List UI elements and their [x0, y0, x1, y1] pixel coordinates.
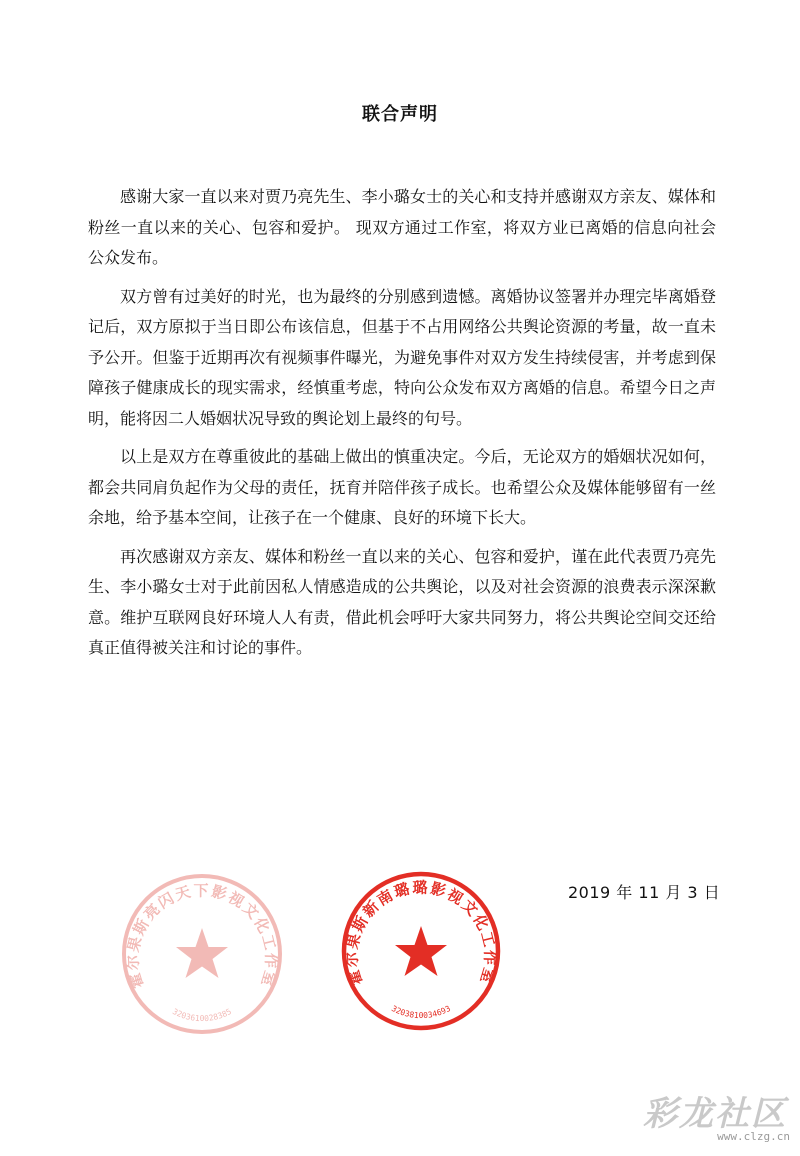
statement-body — [88, 182, 716, 672]
svg-text:霍尔果斯新南璐璐影视文化工作室: 霍尔果斯新南璐璐影视文化工作室 — [342, 878, 500, 988]
watermark-url: www.clzg.cn — [717, 1130, 790, 1143]
paragraph-4: 再次感谢双方亲友、媒体和粉丝一直以来的关心、包容和爱护，谨在此代表贾乃亮先生、李小璐女士对于此前因私人情感造成的公共舆论，以及对社会资源的浪费表示深深歉意。维护互联网良好环境人人有责，借此机会呼吁大家共同努力，将公共舆论空间交还给真正值得被关注和讨论的事件。 — [88, 546, 716, 657]
right-company-seal — [338, 868, 504, 1034]
left-company-seal — [118, 870, 286, 1038]
document-title: 联合声明 — [362, 104, 438, 125]
paragraph-3: 以上是双方在尊重彼此的基础上做出的慎重决定。今后，无论双方的婚姻状况如何，都会共同肩负起作为父母的责任，抚育并陪伴孩子成长。也希望公众及媒体能够留有一丝余地，给予基本空间，让孩子在一个健康、良好的环境下长大。 — [88, 447, 716, 527]
svg-text:3203610028385: 3203610028385 — [170, 1006, 234, 1024]
site-watermark — [640, 1086, 790, 1148]
svg-text:3203810034693: 3203810034693 — [389, 1003, 453, 1021]
statement-date: 2019 年 11 月 3 日 — [568, 883, 721, 902]
watermark-text: 彩龙社区 — [643, 1094, 787, 1134]
paragraph-2: 双方曾有过美好的时光，也为最终的分别感到遗憾。离婚协议签署并办理完毕离婚登记后，双方原拟于当日即公布该信息，但基于不占用网络公共舆论资源的考量，故一直未予公开。但鉴于近期再次有视频事件曝光，为避免事件对双方发生持续侵害，并考虑到保障孩子健康成长的现实需求，经慎重考虑，特向公众发布双方离婚的信息。希望今日之声明，能将因二人婚姻状况导致的舆论划上最终的句号。 — [88, 286, 716, 428]
paragraph-1: 感谢大家一直以来对贾乃亮先生、李小璐女士的关心和支持并感谢双方亲友、媒体和粉丝一直以来的关心、包容和爱护。 现双方通过工作室，将双方业已离婚的信息向社会公众发布。 — [88, 187, 716, 267]
svg-text:霍尔果斯亮闪天下影视文化工作室: 霍尔果斯亮闪天下影视文化工作室 — [123, 881, 281, 991]
